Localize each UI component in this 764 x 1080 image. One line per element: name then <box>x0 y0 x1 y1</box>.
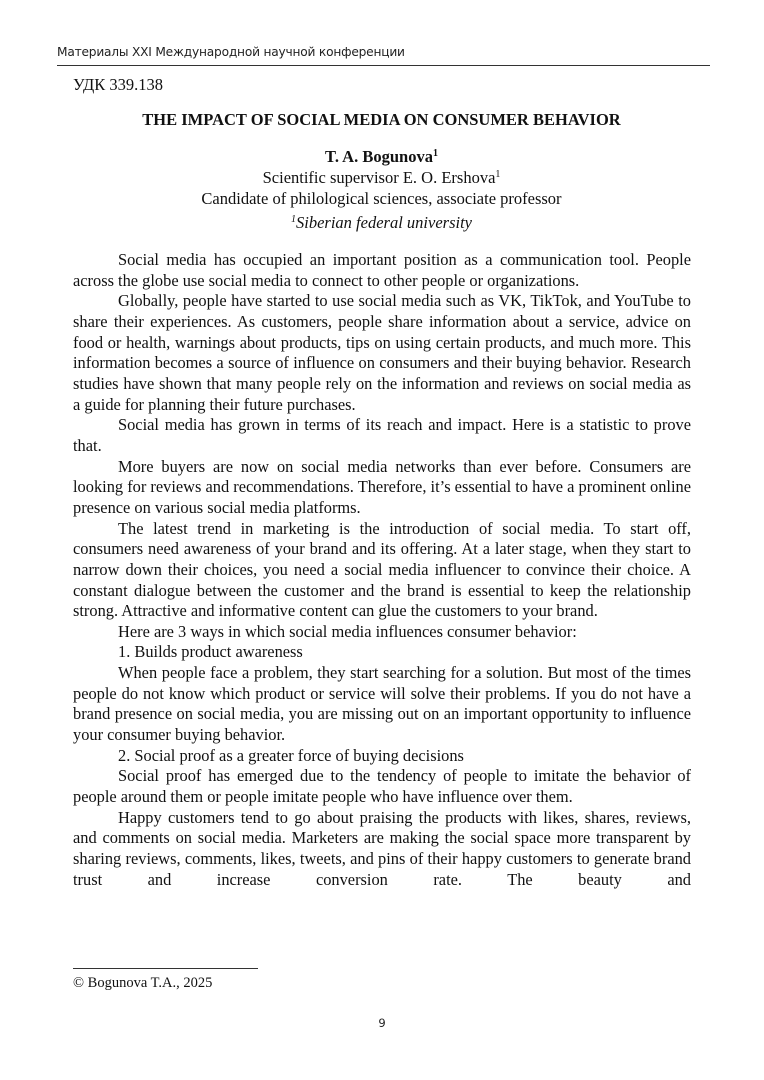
list-heading: 1. Builds product awareness <box>118 642 303 662</box>
author-name <box>73 147 690 167</box>
paragraph: Here are 3 ways in which social media influences consumer behavior: <box>118 621 577 641</box>
running-header: Материалы XXI Международной научной конференции <box>57 45 405 59</box>
paragraph: More buyers are now on social media networks than ever before. Consumers are looking for reviews and recommendations. Therefore, it’s essential to have a prominent online presence on various social media platforms. <box>73 456 691 517</box>
paragraph: Happy customers tend to go about praising the products with likes, shares, reviews, and comments on social media. Marketers are making the social space more transparent by sharing reviews, comments, likes, tweets, and pins of their happy customers to generate brand trust and increase conversion rate. The beauty and <box>73 807 691 889</box>
article-body <box>73 250 691 890</box>
affiliation-text: Siberian federal university <box>296 213 472 232</box>
paragraph: Globally, people have started to use social media such as VK, TikTok, and YouTube to share their experiences. As customers, people share information about a service, advice on food or health, warnings about products, tips on using certain products, and much more. This information becomes a source of influence on consumers and their buying behavior. Research studies have shown that many people rely on the information and reviews on social media as a guide for planning their future purchases. <box>73 291 691 414</box>
paragraph: Social proof has emerged due to the tendency of people to imitate the behavior of people around them or people imitate people who have influence over them. <box>73 766 691 807</box>
affiliation-marker: 1 <box>291 214 297 225</box>
list-heading: 2. Social proof as a greater force of buying decisions <box>118 745 464 765</box>
supervisor-degree: Candidate of philological sciences, associate professor <box>201 189 562 208</box>
paragraph: When people face a problem, they start searching for a solution. But most of the times people do not know which product or service will solve their problems. If you do not have a brand presence on social media, you are missing out on an important opportunity to influence your consumer buying behavior. <box>73 663 691 745</box>
paragraph: Social media has occupied an important position as a communication tool. People across the globe use social media to connect to other people or organizations. <box>73 250 691 290</box>
footnote-rule <box>73 968 258 969</box>
paper-title: THE IMPACT OF SOCIAL MEDIA ON CONSUMER BEHAVIOR <box>142 110 621 129</box>
udk-code: УДК 339.138 <box>73 75 164 94</box>
supervisor-text: Scientific supervisor E. O. Ershova <box>262 168 496 187</box>
supervisor <box>73 168 690 188</box>
copyright-footnote: © Bogunova T.A., 2025 <box>73 975 213 991</box>
author-footnote-marker: 1 <box>432 148 438 159</box>
affiliation <box>73 213 690 233</box>
paragraph: The latest trend in marketing is the introduction of social media. To start off, consumers need awareness of your brand and its offering. At a later stage, when they start to narrow down their choices, you need a social media influencer to convince their choice. A constant dialogue between the customer and the brand is essential to keep the relationship strong. Attractive and informative content can glue the customers to your brand. <box>73 518 691 621</box>
supervisor-footnote-marker: 1 <box>495 169 501 180</box>
header-rule <box>57 65 710 66</box>
author-name-text: T. A. Bogunova <box>325 147 433 166</box>
paragraph: Social media has grown in terms of its reach and impact. Here is a statistic to prove that. <box>73 415 691 455</box>
page-number: 9 <box>378 1016 386 1030</box>
